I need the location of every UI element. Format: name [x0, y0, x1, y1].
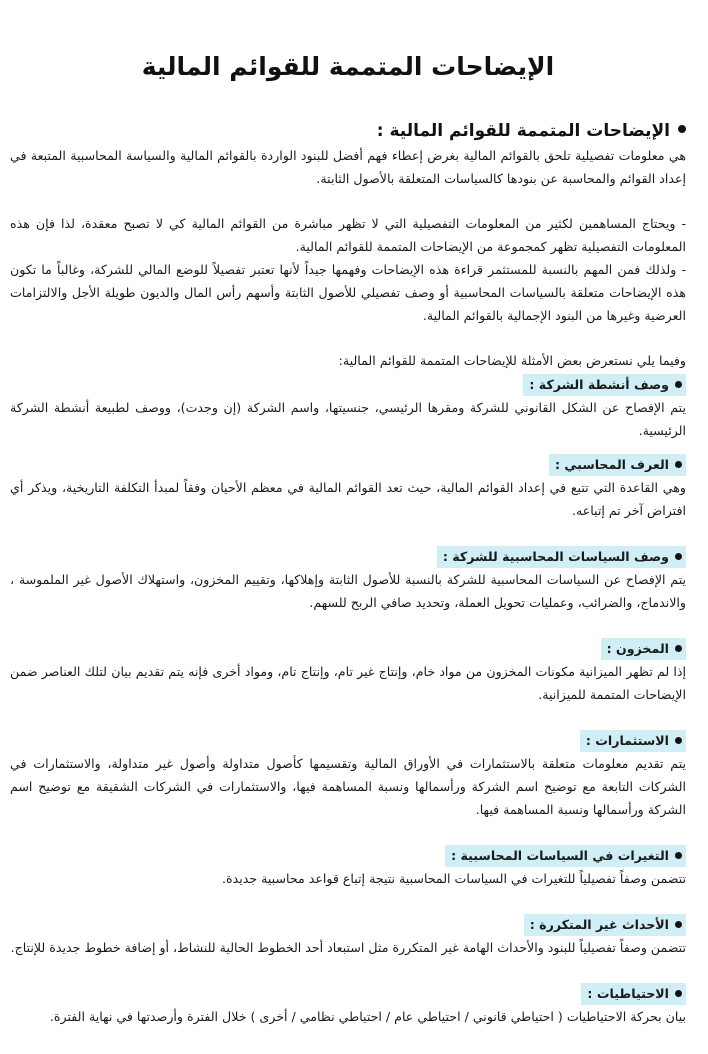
paragraph-shareholders: - ويحتاج المساهمين لكثير من المعلومات التفصيلية التي لا تظهر مباشرة من القوائم المالية كي لا تصبح معقدة، لذا فإن هذه المعلومات التفصيلية تظهر كمجموعة من الإيضاحات المتممة للقوائم المالية.	[10, 216, 686, 254]
paragraph-investors: - ولذلك فمن المهم بالنسبة للمستثمر قراءة هذه الإيضاحات وفهمها جيداً لأنها تعتبر تفصيلاً للوضع المالي للشركة، وغالباً ما تكون هذه الإيضاحات متعلقة بالسياسات المحاسبية أو وصف تفصيلي للأصول الثابتة وأسهم رأس المال والديون طويلة الأجل والالتزامات العرضية وغيرها من البنود الإجمالية بالقوائم المالية.	[10, 262, 686, 323]
bullet-icon	[675, 553, 682, 560]
examples-intro: وفيما يلي نستعرض بعض الأمثلة للإيضاحات المتممة للقوائم المالية:	[338, 353, 686, 368]
item-body-reserves: بيان بحركة الاحتياطيات ( احتياطي قانوني / احتياطي عام / احتياطي نظامي / أخرى ) خلال الفترة وأرصدتها في نهاية الفترة.	[49, 1009, 686, 1024]
item-heading-accounting-convention: العرف المحاسبي :	[10, 454, 686, 476]
intro-paragraph: هي معلومات تفصيلية تلحق بالقوائم المالية بغرض إعطاء فهم أفضل للبنود الواردة بالقوائم المالية والسياسة المحاسبية المتبعة في إعداد القوائم والمحاسبة عن بنودها كالسياسات المتعلقة بالأصول الثابتة.	[10, 148, 686, 186]
item-body-accounting-policies: يتم الإفصاح عن السياسات المحاسبية للشركة بالنسبة للأصول الثابتة وإهلاكها، وتقييم المخزون، واستهلاك الأصول غير الملموسة ، والاندماج، والضرائب، وعمليات تحويل العملة، وتحديد صافي الربح للسهم.	[10, 572, 686, 610]
bullet-icon	[675, 381, 682, 388]
bullet-icon	[675, 461, 682, 468]
bullet-icon	[678, 125, 686, 133]
item-body-inventory: إذا لم تظهر الميزانية مكونات المخزون من مواد خام، وإنتاج غير تام، وإنتاج تام، ومواد أخرى فإنه يتم تقديم بيان لتلك العناصر ضمن الإيضاحات المتممة للميزانية.	[10, 664, 686, 702]
item-heading-accounting-policies: وصف السياسات المحاسبية للشركة :	[10, 546, 686, 568]
item-heading-company-activities: وصف أنشطة الشركة :	[10, 374, 686, 396]
bullet-icon	[675, 852, 682, 859]
item-body-accounting-convention: وهي القاعدة التي تتبع في إعداد القوائم المالية، حيث تعد القوائم المالية في معظم الأحيان وفقاً لمبدأ التكلفة التاريخية، ويذكر أي افتراض آخر تم إتباعه.	[10, 480, 686, 518]
bullet-icon	[675, 921, 682, 928]
item-body-policy-changes: تتضمن وصفاً تفصيلياً للتغيرات في السياسات المحاسبية نتيجة إتباع قواعد محاسبية جديدة.	[222, 871, 686, 886]
bullet-icon	[675, 645, 682, 652]
item-heading-investments: الاستثمارات :	[10, 730, 686, 752]
document-title: الإيضاحات المتممة للقوائم المالية	[141, 52, 555, 81]
item-heading-reserves: الاحتياطيات :	[10, 983, 686, 1005]
bullet-icon	[675, 990, 682, 997]
item-heading-policy-changes: التغيرات في السياسات المحاسبية :	[10, 845, 686, 867]
item-heading-nonrecurring-events: الأحداث غير المتكررة :	[10, 914, 686, 936]
section-heading-text: الإيضاحات المتممة للقوائم المالية :	[376, 121, 670, 141]
section-heading	[10, 118, 686, 144]
item-body-investments: يتم تقديم معلومات متعلقة بالاستثمارات في الأوراق المالية وتقسيمها كأصول متداولة وأصول غير متداولة، والاستثمارات في الشركات التابعة مع توضيح اسم الشركة ورأسمالها ونسبة المساهمة فيها، والاستثمارات في الشركات الشقيقة مع توضيح اسم الشركة ورأسمالها ونسبة المساهمة فيها.	[10, 756, 686, 817]
item-body-company-activities: يتم الإفصاح عن الشكل القانوني للشركة ومقرها الرئيسي، جنسيتها، واسم الشركة (إن وجدت)، ووصف لطبيعة أنشطة الشركة الرئيسية.	[10, 400, 686, 438]
document-page	[10, 0, 686, 1054]
item-body-nonrecurring-events: تتضمن وصفاً تفصيلياً للبنود والأحداث الهامة غير المتكررة مثل استبعاد أحد الخطوط الحالية للنشاط، أو إضافة خطوط جديدة للإنتاج.	[10, 940, 686, 955]
item-heading-inventory: المخزون :	[10, 638, 686, 660]
bullet-icon	[675, 737, 682, 744]
